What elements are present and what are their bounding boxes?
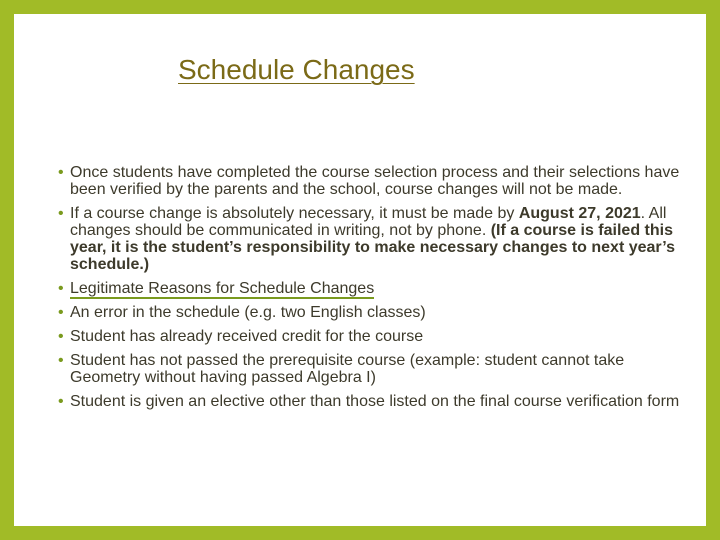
bullet-text: Once students have completed the course selection process and their selections have been verified by the parents and the school, course changes will not be made. (70, 164, 680, 198)
legitimate-reasons-heading: Legitimate Reasons for Schedule Changes (70, 280, 375, 297)
slide-title: Schedule Changes (178, 54, 415, 85)
bullet-list (58, 164, 698, 417)
bullet-text: An error in the schedule (e.g. two English classes) (70, 304, 426, 321)
bullet-item (58, 164, 698, 198)
deadline-date: August 27, 2021 (518, 205, 641, 222)
bullet-item (58, 205, 698, 273)
bullet-text: Student has not passed the prerequisite course (example: student cannot take Geometry without having passed Algebra I) (70, 352, 625, 386)
slide (14, 14, 706, 526)
bullet-item (58, 328, 698, 345)
bullet-text: . All changes should be communicated in writing, not by phone. (70, 205, 667, 239)
bullet-text: If a course change is absolutely necessary, it must be made by (70, 205, 519, 222)
bullet-item (58, 280, 698, 297)
bullet-item (58, 352, 698, 386)
bullet-text: Student has already received credit for the course (70, 328, 424, 345)
bullet-item (58, 304, 698, 321)
bullet-text: Student is given an elective other than those listed on the final course verification form (70, 393, 680, 410)
bullet-item (58, 393, 698, 410)
responsibility-note: (If a course is failed this year, it is the student’s responsibility to make necessary changes to next year’s schedule.) (70, 222, 675, 273)
